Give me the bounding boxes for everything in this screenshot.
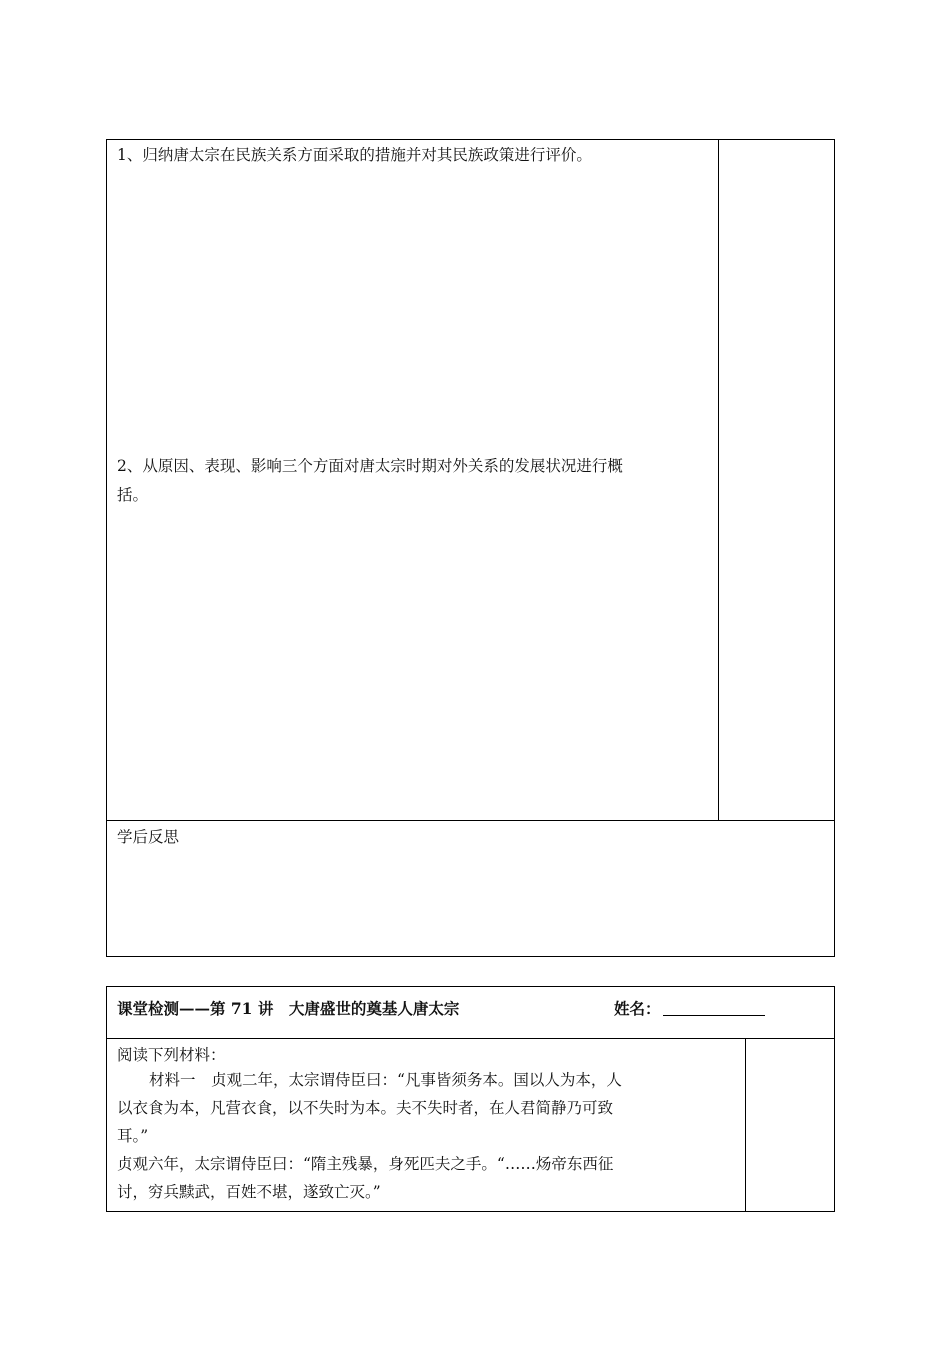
upper-table-column-divider bbox=[718, 139, 719, 820]
reading-intro: 阅读下列材料： bbox=[117, 1046, 226, 1064]
material-1-line-3: 耳。” bbox=[117, 1127, 149, 1145]
name-label: 姓名： bbox=[614, 999, 661, 1018]
upper-table bbox=[106, 139, 835, 957]
material-2-line-2: 讨，穷兵黩武，百姓不堪，遂致亡灭。” bbox=[117, 1183, 381, 1201]
question-2-line-1: 2、从原因、表现、影响三个方面对唐太宗时期对外关系的发展状况进行概 bbox=[117, 457, 623, 475]
question-2-line-2: 括。 bbox=[117, 486, 149, 504]
material-2-line-1: 贞观六年，太宗谓侍臣曰：“隋主残暴，身死匹夫之手。“……炀帝东西征 bbox=[117, 1155, 614, 1173]
reflection-label: 学后反思 bbox=[117, 828, 180, 846]
quiz-column-divider bbox=[745, 1038, 746, 1212]
material-1-line-1: 材料一 贞观二年，太宗谓侍臣曰：“凡事皆须务本。国以人为本，人 bbox=[149, 1071, 622, 1089]
material-1-line-2: 以衣食为本，凡营衣食，以不失时为本。夫不失时者，在人君简静乃可致 bbox=[117, 1099, 614, 1117]
quiz-title: 课堂检测——第 71 讲 大唐盛世的奠基人唐太宗 bbox=[117, 999, 460, 1018]
name-blank[interactable] bbox=[663, 999, 765, 1016]
question-1: 1、归纳唐太宗在民族关系方面采取的措施并对其民族政策进行评价。 bbox=[117, 146, 592, 164]
name-field bbox=[614, 998, 765, 1020]
upper-table-row-divider bbox=[106, 820, 835, 821]
quiz-header-divider bbox=[106, 1038, 835, 1039]
